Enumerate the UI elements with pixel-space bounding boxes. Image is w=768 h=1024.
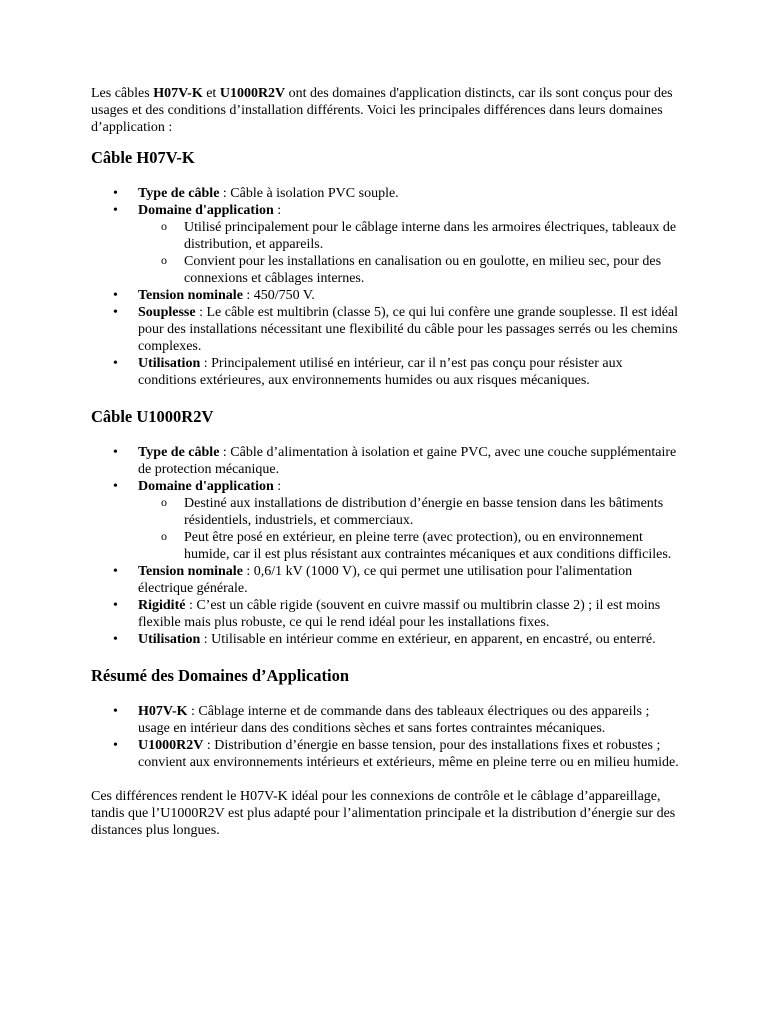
u1000r2v-list — [91, 444, 681, 648]
item-label: Type de câble — [138, 186, 220, 201]
item-text: : — [273, 479, 282, 494]
item-text: : Câble à isolation PVC souple. — [219, 186, 399, 201]
item-text: : 450/750 V. — [242, 288, 315, 303]
list-item — [91, 185, 681, 202]
list-item — [91, 444, 681, 478]
section-heading-h07vk: Câble H07V-K — [91, 148, 195, 167]
item-text: : 0,6/1 kV (1000 V), ce qui permet une utilisation pour l'alimentation électrique générale. — [138, 564, 633, 596]
item-label: Utilisation — [138, 632, 201, 647]
item-label: Utilisation — [138, 356, 201, 371]
sub-list-item: o Convient pour les installations en canalisation ou en goulotte, en milieu sec, pour des connexions et câblages internes. — [138, 253, 681, 287]
list-item — [91, 287, 681, 304]
intro-paragraph — [91, 85, 681, 136]
item-text: : C’est un câble rigide (souvent en cuivre massif ou multibrin classe 2) ; il est moins flexible mais plus robuste, ce qui le rend idéal pour les installations fixes. — [138, 598, 661, 630]
item-text: : Câble d’alimentation à isolation et gaine PVC, avec une couche supplémentaire de protection mécanique. — [138, 445, 677, 477]
item-text: : — [273, 203, 282, 218]
item-text: : Le câble est multibrin (classe 5), ce qui lui confère une grande souplesse. Il est idéal pour des installations nécessitant une flexibilité du câble pour les passages serrés ou les chemins complexes. — [138, 305, 679, 354]
list-item — [91, 737, 681, 771]
item-label: Domaine d'application — [138, 203, 274, 218]
sub-list-item: o Destiné aux installations de distribution d’énergie en basse tension dans les bâtiments résidentiels, industriels, et commerciaux. — [138, 495, 681, 529]
item-label: Tension nominale — [138, 564, 243, 579]
intro-bold-u1000r2v: U1000R2V — [219, 86, 286, 101]
item-label: Tension nominale — [138, 288, 243, 303]
sub-list-item: o Utilisé principalement pour le câblage interne dans les armoires électriques, tableaux de distribution, et appareils. — [138, 219, 681, 253]
item-label: U1000R2V — [138, 738, 204, 753]
intro-text: et — [202, 86, 220, 101]
list-item — [91, 703, 681, 737]
item-label: H07V-K — [138, 704, 188, 719]
item-text: : Principalement utilisé en intérieur, car il n’est pas conçu pour résister aux conditions extérieures, aux environnements humides ou aux risques mécaniques. — [138, 356, 623, 388]
list-item — [91, 597, 681, 631]
list-item — [91, 631, 681, 648]
item-text: : Distribution d’énergie en basse tension, pour des installations fixes et robustes ; convient aux environnements intérieurs et extérieurs, même en pleine terre ou en milieu humide. — [138, 738, 679, 770]
item-label: Souplesse — [138, 305, 196, 320]
sub-list — [138, 219, 681, 287]
section-heading-u1000r2v: Câble U1000R2V — [91, 407, 214, 426]
list-item — [91, 478, 681, 563]
sub-list-item: o Peut être posé en extérieur, en pleine terre (avec protection), ou en environnement humide, car il est plus résistant aux contraintes mécaniques et aux conditions difficiles. — [138, 529, 681, 563]
list-item — [91, 355, 681, 389]
resume-list — [91, 703, 681, 771]
item-text: : Câblage interne et de commande dans des tableaux électriques ou des appareils ; usage en intérieur dans des conditions sèches et sans fortes contraintes mécaniques. — [138, 704, 650, 736]
item-label: Domaine d'application — [138, 479, 274, 494]
list-item — [91, 304, 681, 355]
section-heading-resume: Résumé des Domaines d’Application — [91, 666, 350, 685]
list-item — [91, 202, 681, 287]
intro-text: ont des domaines d'application distincts, car ils sont conçus pour des usages et des conditions d’installation différents. Voici les principales différences dans leurs domaines d’application : — [91, 86, 673, 135]
list-item — [91, 563, 681, 597]
document-body — [91, 85, 681, 839]
item-label: Type de câble — [138, 445, 220, 460]
intro-bold-h07vk: H07V-K — [153, 86, 203, 101]
sub-list — [138, 495, 681, 563]
h07vk-list — [91, 185, 681, 389]
intro-text: Les câbles — [91, 86, 154, 101]
item-label: Rigidité — [138, 598, 186, 613]
item-text: : Utilisable en intérieur comme en extérieur, en apparent, en encastré, ou enterré. — [200, 632, 656, 647]
conclusion-paragraph: Ces différences rendent le H07V-K idéal pour les connexions de contrôle et le câblage d’appareillage, tandis que l’U1000R2V est plus adapté pour l’alimentation principale et la distribution d’énergie sur des distances plus longues. — [91, 789, 676, 838]
